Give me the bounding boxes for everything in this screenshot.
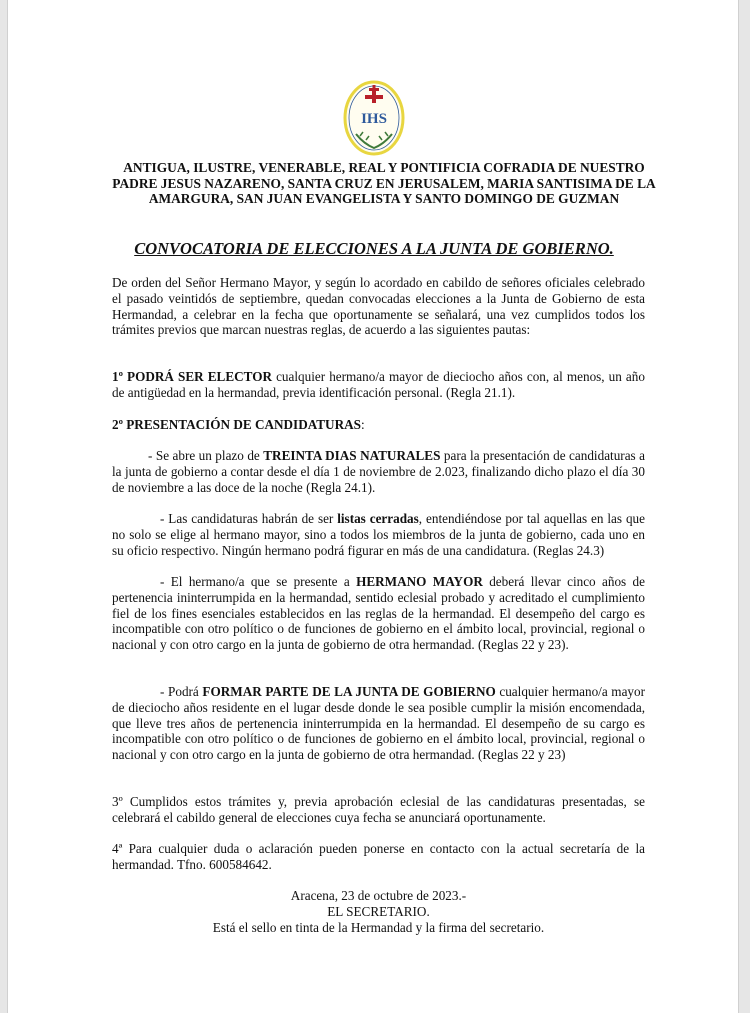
bullet-hermano-mayor-text: - El hermano/a que se presente a <box>160 574 357 589</box>
bullet-junta-member <box>112 684 645 763</box>
document-heading: CONVOCATORIA DE ELECCIONES A LA JUNTA DE GOBIERNO. <box>134 239 614 258</box>
bullet-junta-member-text: - Podrá <box>160 684 203 699</box>
bullet-closed-lists-bold: listas cerradas <box>337 511 419 526</box>
bullet-hermano-mayor <box>112 574 645 653</box>
bullet-hermano-mayor-rest: deberá llevar cinco años de pertenencia ininterrumpida en la hermandad, sentido eclesial probado y acreditado el cumplimiento fiel de los fines esenciales establecidos en las reglas de la hermandad. El desempeño del cargo es incompatible con otro político o de funciones de gobierno en el ámbito local, provincial, regional o nacional y con otro cargo en la junta de gobierno de otra hermandad. (Reglas 22 y 23). <box>112 574 645 653</box>
signer-role: EL SECRETARIO. <box>327 904 430 919</box>
section-1-title: 1º PODRÁ SER ELECTOR <box>112 369 272 384</box>
section-2-heading <box>112 417 645 433</box>
intro-paragraph: De orden del Señor Hermano Mayor, y según lo acordado en cabildo de señores oficiales celebrado el pasado veintidós de septiembre, quedan convocadas elecciones a la Junta de Gobierno de esta Hermandad, a celebrar en la fecha que oportunamente se señalará, una vez cumplidos todos los trámites previos que marcan nuestras reglas, de acuerdo a las siguientes pautas: <box>112 275 645 338</box>
bullet-closed-lists-text: - Las candidaturas habrán de ser <box>160 511 338 526</box>
document-page <box>8 0 738 1013</box>
bullet-hermano-mayor-bold: HERMANO MAYOR <box>356 574 483 589</box>
section-1-paragraph <box>112 369 645 401</box>
section-2-colon: : <box>360 417 365 432</box>
seal-note: Está el sello en tinta de la Hermandad y la firma del secretario. <box>212 920 545 935</box>
place-date: Aracena, 23 de octubre de 2023.- <box>290 888 467 903</box>
bullet-junta-member-bold: FORMAR PARTE DE LA JUNTA DE GOBIERNO <box>202 684 496 699</box>
section-1-text: cualquier hermano/a mayor de dieciocho años con, al menos, un año de antigüedad en la hermandad, previa identificación personal. (Regla 21.1). <box>112 369 645 400</box>
brotherhood-title: ANTIGUA, ILUSTRE, VENERABLE, REAL Y PONTIFICIA COFRADIA DE NUESTRO PADRE JESUS NAZARENO, SANTA CRUZ EN JERUSALEM, MARIA SANTISIMA DE LA AMARGURA, SAN JUAN EVANGELISTA Y SANTO DOMINGO DE GUZMAN <box>112 160 656 206</box>
bullet-junta-member-rest: cualquier hermano/a mayor de dieciocho años residente en el lugar desde donde le sea posible cumplir la misión encomendada, que lleve tres años de pertenencia ininterrumpida en la hermandad. El desempeño de su cargo es incompatible con otro político o de funciones de gobierno en el ámbito local, provincial, regional o nacional y con otro cargo en la junta de gobierno de otra hermandad. (Reglas 22 y 23) <box>112 684 645 763</box>
bullet-deadline-text: - Se abre un plazo de <box>148 448 264 463</box>
section-4-paragraph: 4ª Para cualquier duda o aclaración pueden ponerse en contacto con la actual secretaría de la hermandad. Tfno. 600584642. <box>112 841 645 872</box>
section-2-title: 2º PRESENTACIÓN DE CANDIDATURAS <box>112 417 361 432</box>
bullet-deadline <box>112 448 645 495</box>
bullet-deadline-rest: para la presentación de candidaturas a la junta de gobierno a contar desde el día 1 de noviembre de 2.023, finalizando dicho plazo el día 30 de noviembre a las doce de la noche (Regla 24.1). <box>112 448 645 495</box>
bullet-closed-lists <box>112 511 645 558</box>
section-3-paragraph: 3º Cumplidos estos trámites y, previa aprobación eclesial de las candidaturas presentadas, se celebrará el cabildo general de elecciones cuya fecha se anunciará oportunamente. <box>112 794 645 825</box>
brotherhood-emblem-icon <box>342 78 406 158</box>
bullet-closed-lists-rest: , entendiéndose por tal aquellas en las que no solo se elige al hermano mayor, sino a todos los miembros de la junta de gobierno, cada uno en su oficio respectivo. Ningún hermano podrá figurar en más de una candidatura. (Reglas 24.3) <box>112 511 645 558</box>
bullet-deadline-bold: TREINTA DIAS NATURALES <box>263 448 441 463</box>
emblem-monogram: IHS <box>361 111 387 127</box>
